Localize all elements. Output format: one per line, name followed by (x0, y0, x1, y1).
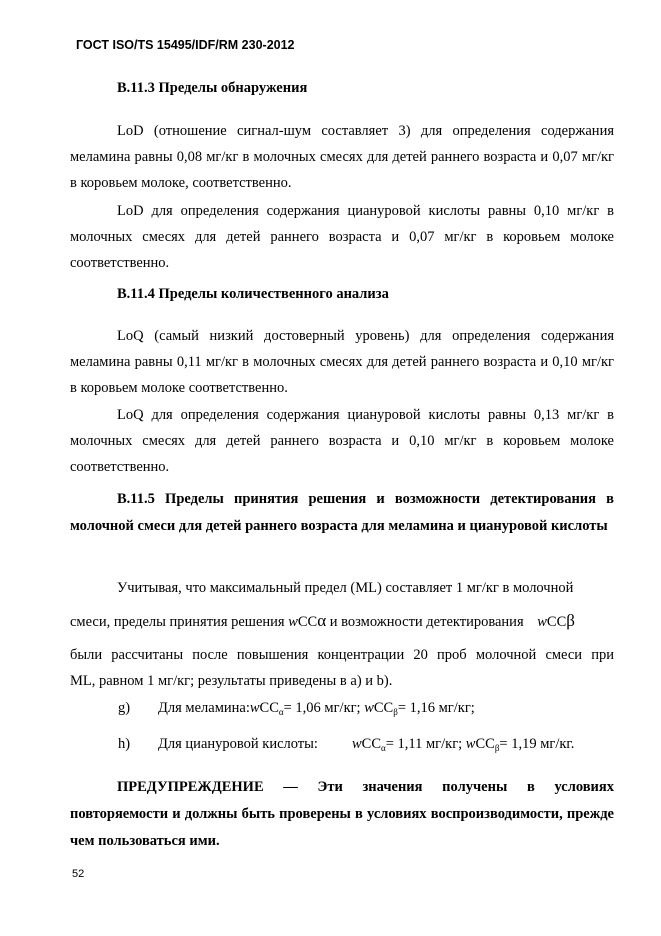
section-heading-decision-limits: B.11.5 Пределы принятия решения и возможности детектирования в молочной смеси для детей раннего возраста для меламина и циануровой кислоты (70, 491, 614, 534)
intro-line-4: ML, равном 1 мг/кг; результаты приведены в a) и b). (70, 673, 393, 689)
intro-text-detection: и возможности детектирования (329, 614, 524, 630)
warning-text: — Эти значения получены в условиях повторяемости и должны быть проверены в условиях воспроизводимости, прежде чем пользоваться ими. (70, 779, 614, 849)
paragraph-loq-cyanuric: LoQ для определения содержания циануровой кислоты равны 0,13 мг/кг в молочных смесях для детей раннего возраста и 0,10 мг/кг в коровьем молоке соответственно. (70, 407, 614, 475)
symbol-cc-alpha: wCCα (288, 611, 327, 630)
list-item-cyanuric-values: wCC$_\alpha$= 1,11 мг/кг; wCC$_\beta$= 1,19 мг/кг. (352, 736, 575, 753)
intro-line-2 (70, 608, 614, 635)
intro-line-1: Учитывая, что максимальный предел (ML) составляет 1 мг/кг в молочной (117, 580, 574, 596)
list-item-melamine: Для меламина:wCC$_\alpha$= 1,06 мг/кг; wCC$_\beta$= 1,16 мг/кг; (158, 700, 475, 717)
paragraph-loq-melamine: LoQ (самый низкий достоверный уровень) для определения содержания меламина равны 0,11 мг/кг в молочных смесях для детей раннего возраста и 0,10 мг/кг в коровьем молоке соответственно. (70, 328, 614, 396)
section-heading-lod: B.11.3 Пределы обнаружения (117, 80, 308, 96)
warning-label: ПРЕДУПРЕЖДЕНИЕ (117, 779, 264, 795)
intro-line-3: были рассчитаны после повышения концентрации 20 проб молочной смеси при (70, 647, 614, 663)
symbol-cc-beta: wCCβ (537, 611, 575, 630)
page-number: 52 (72, 868, 85, 880)
document-header: ГОСТ ISO/TS 15495/IDF/RM 230-2012 (76, 38, 295, 52)
paragraph-lod-cyanuric: LoD для определения содержания циануровой кислоты равны 0,10 мг/кг в молочных смесях для детей раннего возраста и 0,07 мг/кг в коровьем молоке соответственно. (70, 203, 614, 271)
list-item-label: g) (118, 700, 131, 716)
intro-text-decision: смеси, пределы принятия решения (70, 614, 285, 630)
list-item-label: h) (118, 736, 131, 752)
section-heading-loq: B.11.4 Пределы количественного анализа (117, 286, 389, 302)
paragraph-lod-melamine: LoD (отношение сигнал-шум составляет 3) для определения содержания меламина равны 0,08 мг/кг в молочных смесях для детей раннего возраста и 0,07 мг/кг в коровьем молоке, соответственно. (70, 123, 614, 191)
warning-note (70, 774, 614, 855)
list-item-cyanuric-label: Для циануровой кислоты: (158, 736, 318, 752)
